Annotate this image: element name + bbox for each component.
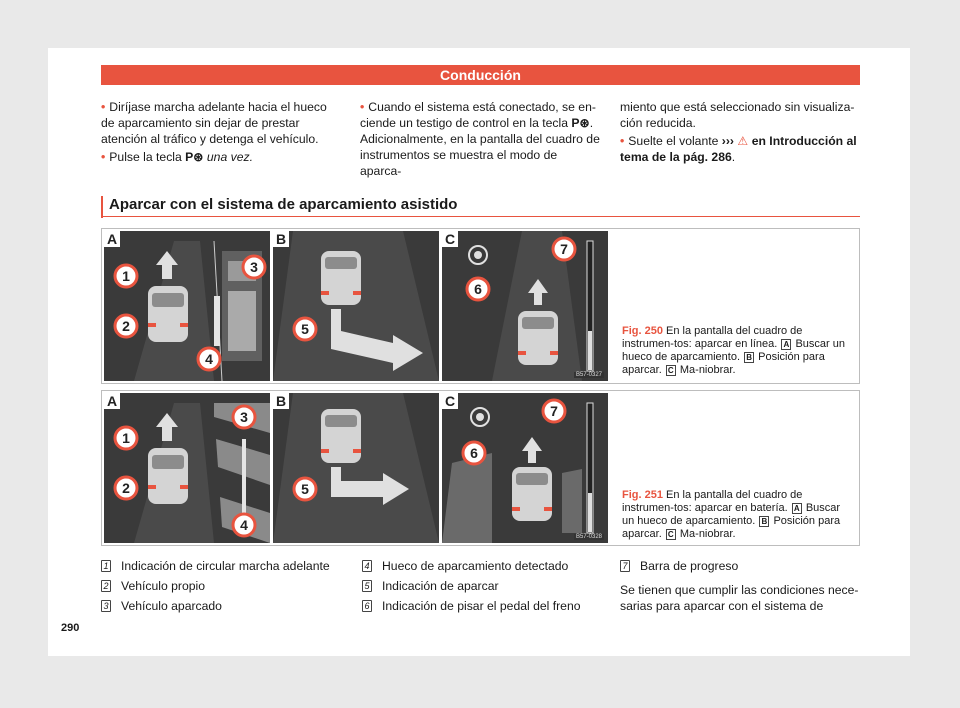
bullet-icon: • bbox=[360, 100, 365, 114]
panel-label-a: A bbox=[104, 393, 120, 409]
svg-text:3: 3 bbox=[250, 259, 258, 275]
cross-reference-link[interactable]: en Introducción al tema de la pág. 286 bbox=[620, 134, 857, 164]
panel-label-c: C bbox=[442, 231, 458, 247]
svg-text:5: 5 bbox=[301, 481, 309, 497]
text-column-3: miento que está seleccionado sin visualiza-ción reducida. • Suelte el volante ››› ⚠ en Introducción al tema de la pág. 286. bbox=[620, 100, 857, 164]
legend-item: 7 Barra de progreso bbox=[620, 556, 860, 576]
page-number: 290 bbox=[61, 622, 80, 634]
figure-caption: Fig. 250 En la pantalla del cuadro de instrumen-tos: aparcar en línea. A Buscar un hueco de aparcamiento. B Posición para aparcar. C Ma-niobrar. bbox=[622, 325, 845, 376]
panel-a bbox=[104, 393, 270, 543]
bullet-icon: • bbox=[101, 150, 106, 164]
figure-code: B57-0328 bbox=[575, 534, 602, 540]
panel-label-c: C bbox=[442, 393, 458, 409]
svg-text:3: 3 bbox=[240, 409, 248, 425]
figure-panels bbox=[104, 393, 609, 543]
park-assist-key-icon: P⊛ bbox=[185, 150, 204, 164]
legend-item: 6 Indicación de pisar el pedal del freno bbox=[362, 596, 612, 616]
closing-paragraph: Se tienen que cumplir las condiciones nece-sarias para aparcar con el sistema de bbox=[620, 583, 859, 613]
svg-text:4: 4 bbox=[205, 351, 213, 367]
legend-item: 5 Indicación de aparcar bbox=[362, 576, 612, 596]
svg-text:6: 6 bbox=[470, 445, 478, 461]
legend-item: 2 Vehículo propio bbox=[101, 576, 341, 596]
legend-item: 4 Hueco de aparcamiento detectado bbox=[362, 556, 612, 576]
panel-a bbox=[104, 231, 270, 381]
text-column-2: • Cuando el sistema está conectado, se en-ciende un testigo de control en la tecla P⊛. Adicionalmente, en la pantalla del cuadro de instrumentos se muestra el modo de aparca- bbox=[360, 100, 600, 178]
svg-text:7: 7 bbox=[560, 241, 568, 257]
perpendicular-maneuver-illustration bbox=[442, 393, 608, 543]
svg-text:4: 4 bbox=[240, 517, 248, 533]
text-column-1: • Diríjase marcha adelante hacia el hueco de aparcamiento sin dejar de prestar atención al tráfico y detenga el vehículo. • Pulse la tecla P⊛ una vez. bbox=[101, 100, 327, 164]
svg-text:1: 1 bbox=[122, 430, 130, 446]
chapter-header: Conducción bbox=[101, 65, 860, 85]
legend-column-3 bbox=[620, 556, 860, 614]
warning-icon: ⚠ bbox=[737, 134, 749, 148]
panel-c bbox=[442, 231, 608, 381]
figure-caption: Fig. 251 En la pantalla del cuadro de instrumen-tos: aparcar en batería. A Buscar un hueco de aparcamiento. B Posición para aparcar. C Ma-niobrar. bbox=[622, 489, 841, 540]
parallel-search-illustration bbox=[104, 231, 270, 381]
cross-reference-arrows: ››› bbox=[721, 134, 734, 148]
legend-item: 3 Vehículo aparcado bbox=[101, 596, 341, 616]
legend-column-1 bbox=[101, 556, 341, 616]
svg-text:2: 2 bbox=[122, 480, 130, 496]
legend-column-2 bbox=[362, 556, 612, 616]
panel-c bbox=[442, 393, 608, 543]
panel-label-a: A bbox=[104, 231, 120, 247]
panel-label-b: B bbox=[273, 231, 289, 247]
perpendicular-position-illustration bbox=[273, 393, 439, 543]
figure-250 bbox=[101, 228, 860, 384]
parallel-position-illustration bbox=[273, 231, 439, 381]
bullet-icon: • bbox=[101, 100, 106, 114]
figure-code: B57-0327 bbox=[575, 372, 602, 378]
parallel-maneuver-illustration bbox=[442, 231, 608, 381]
perpendicular-search-illustration bbox=[104, 393, 270, 543]
panel-label-b: B bbox=[273, 393, 289, 409]
bullet-icon: • bbox=[620, 134, 625, 148]
figure-panels bbox=[104, 231, 609, 381]
svg-text:5: 5 bbox=[301, 321, 309, 337]
park-assist-key-icon: P⊛ bbox=[571, 116, 590, 130]
svg-text:2: 2 bbox=[122, 318, 130, 334]
svg-text:7: 7 bbox=[550, 403, 558, 419]
section-title: Aparcar con el sistema de aparcamiento asistido bbox=[101, 196, 860, 217]
figure-251 bbox=[101, 390, 860, 546]
svg-text:1: 1 bbox=[122, 268, 130, 284]
svg-text:6: 6 bbox=[474, 281, 482, 297]
panel-b bbox=[273, 231, 439, 381]
legend-item: 1 Indicación de circular marcha adelante bbox=[101, 556, 341, 576]
panel-b bbox=[273, 393, 439, 543]
